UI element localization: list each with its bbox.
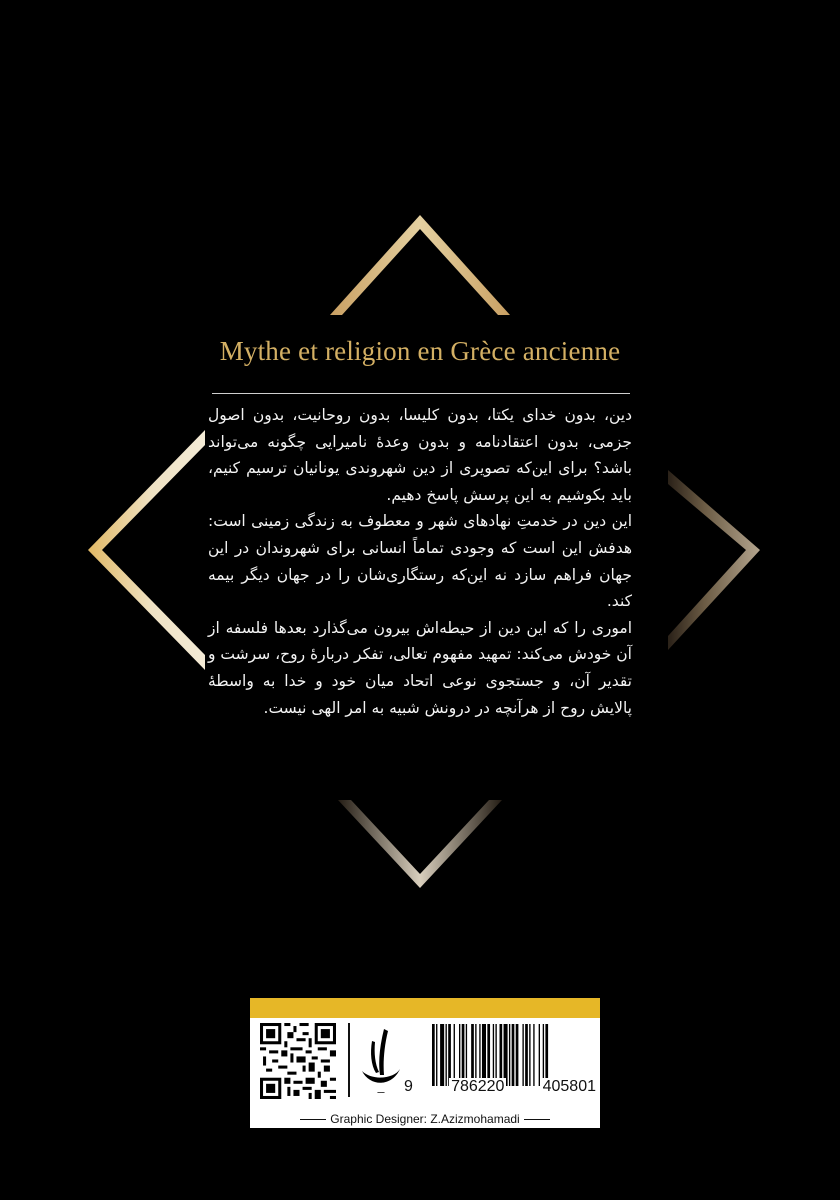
left-chevron [88,430,205,670]
publisher-logo-icon [350,1023,410,1099]
barcode-bar [504,1024,508,1086]
barcode-bar [432,1024,435,1086]
isbn-group-2: 405801 [542,1078,596,1095]
barcode-bar [512,1024,515,1086]
right-chevron [668,470,760,650]
barcode-bar [539,1024,540,1086]
barcode-bar [500,1024,503,1086]
barcode-bar [545,1024,548,1086]
bottom-chevron [338,800,502,888]
barcode-bar [459,1024,460,1086]
barcode-bar [493,1024,494,1086]
barcode-bar [446,1024,447,1086]
designer-credit-text: Graphic Designer: Z.Azizmohamadi [330,1112,520,1126]
barcode-bar [525,1024,528,1086]
qr-code-icon [260,1023,336,1099]
blurb-paragraph: دین، بدون خدای یکتا، بدون کلیسا، بدون روحانیت، بدون اصول جزمی، بدون اعتقادنامه و بدون وعدهٔ نامیرایی چگونه می‌تواند باشد؟ برای این‌که تصویری از دین شهروندی یونانیان ترسیم کنیم، باید بکوشیم به این پرسش پاسخ دهیم. [208,406,632,504]
designer-credit [250,1110,600,1128]
isbn-gold-strip [250,998,600,1018]
barcode-bar [516,1024,519,1086]
book-title: Mythe et religion en Grèce ancienne [219,336,621,366]
blurb-paragraph: این دین در خدمتِ نهادهای شهر و معطوف به زندگی زمینی است: هدفش این است که وجودی تماماً انسانی برای شهروندان در این جهان فراهم سازد نه این‌که رستگاری‌شان را در جهان دیگر بیمه کند. [208,512,632,611]
credit-dash-left [300,1119,326,1120]
svg-text:ـــ: ـــ [377,1086,385,1095]
barcode-bar [479,1024,480,1086]
barcode-bar [533,1024,534,1086]
blurb-text [208,402,632,721]
barcode-bar [487,1024,490,1086]
barcode-bar [475,1024,476,1086]
barcode-bar [440,1024,444,1086]
top-chevron [330,215,510,315]
title-rule [212,393,630,394]
isbn-number [402,1078,598,1096]
barcode-bar [509,1024,510,1086]
barcode-bar [529,1024,530,1086]
barcode-bar [462,1024,465,1086]
barcode-bar [495,1024,496,1086]
isbn-group-1: 786220 [451,1078,505,1095]
isbn-panel [250,998,600,1110]
barcode-bar [448,1024,451,1086]
credit-dash-right [524,1119,550,1120]
barcode-bar [543,1024,544,1086]
barcode-bar [471,1024,474,1086]
blurb-paragraph: اموری را که این دین از حیطه‌اش بیرون می‌گذارد بعدها فلسفه از آن خودش می‌کند: تمهید مفهوم تعالی، تفکر دربارهٔ روح، سرشت و تقدیر آن، و جستجوی نوعی اتحاد میان خود و خدا به واسطهٔ پالایش روح از هرآنچه در درونش شبیه به امر الهی نیست. [208,618,632,717]
isbn-prefix: 9 [404,1078,413,1095]
barcode-bar [482,1024,486,1086]
barcode-bar [466,1024,467,1086]
barcode-bar [436,1024,437,1086]
barcode-bar [454,1024,455,1086]
barcode-bar [522,1024,523,1086]
